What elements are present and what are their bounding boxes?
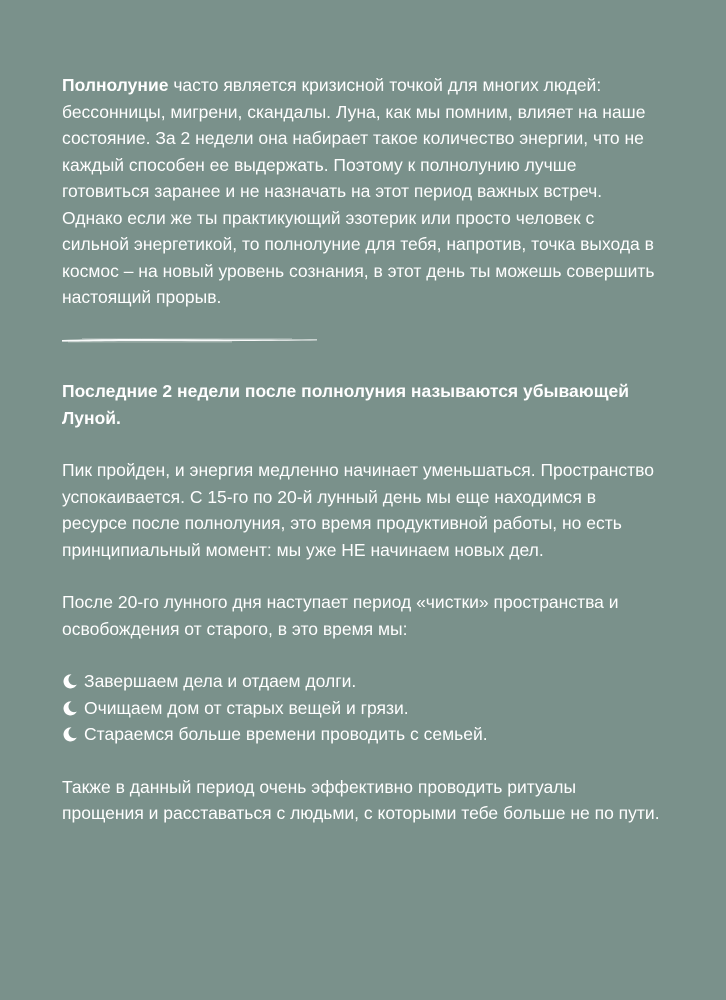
list-item-text: Очищаем дом от старых вещей и грязи.	[84, 697, 409, 718]
brush-divider	[62, 335, 317, 345]
list-item	[62, 695, 662, 722]
crescent-moon-icon	[62, 726, 78, 742]
intro-paragraph	[62, 72, 662, 311]
crescent-moon-icon	[62, 700, 78, 716]
list-item-text: Завершаем дела и отдаем долги.	[84, 671, 357, 691]
page-content	[62, 72, 662, 853]
list-item	[62, 668, 662, 695]
intro-bold-lead: Полнолуние	[62, 75, 169, 95]
list-item	[62, 721, 662, 748]
crescent-moon-icon	[62, 673, 78, 689]
bullet-list	[62, 668, 662, 748]
section-heading: Последние 2 недели после полнолуния называются убывающей Луной.	[62, 381, 629, 428]
intro-text: часто является кризисной точкой для многих людей: бессонницы, мигрени, скандалы. Луна, как мы помним, влияет на наше состояние. За 2 недели она набирает такое количество энергии, что не каждый способен ее выдержать. Поэтому к полнолунию лучше готовиться заранее и не назначать на этот период важных встреч. Однако если же ты практикующий эзотерик или просто человек с сильной энергетикой, то полнолуние для тебя, напротив, точка выхода в космос – на новый уровень сознания, в этот день ты можешь совершить настоящий прорыв.	[62, 75, 655, 307]
section-paragraph-3: Также в данный период очень эффективно проводить ритуалы прощения и расставаться с людьми, с которыми тебе больше не по пути.	[62, 776, 660, 823]
section-paragraph-2: После 20-го лунного дня наступает период «чистки» пространства и освобождения от старого, в это время мы:	[62, 592, 619, 639]
section-paragraph-1: Пик пройден, и энергия медленно начинает уменьшаться. Пространство успокаивается. С 15-го по 20-й лунный день мы еще находимся в ресурсе после полнолуния, это время продуктивной работы, но есть принципиальный момент: мы уже НЕ начинаем новых дел.	[62, 460, 655, 560]
list-item-text: Стараемся больше времени проводить с семьей.	[84, 724, 488, 744]
